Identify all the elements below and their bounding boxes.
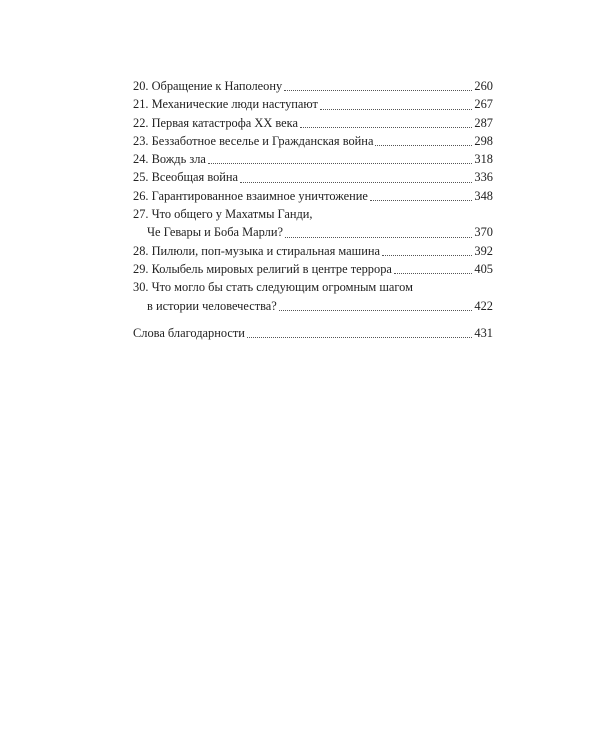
toc-entry-20: [133, 77, 493, 95]
dot-leader: [394, 273, 473, 274]
toc-entry-title: 21. Механические люди наступают: [133, 97, 318, 112]
toc-entry-page: 422: [474, 298, 493, 313]
toc-entry-22: [133, 114, 493, 132]
toc-entry-27-line1: 27. Что общего у Махатмы Ганди,: [133, 207, 313, 222]
toc-entry-25: [133, 168, 493, 186]
toc-entry-29: [133, 260, 493, 278]
toc-entry-23: [133, 132, 493, 150]
dot-leader: [285, 237, 472, 238]
toc-entry-page: 260: [474, 79, 493, 93]
dot-leader: [375, 145, 472, 146]
toc-entry-page: 287: [474, 115, 493, 130]
toc-entry-30: [133, 297, 493, 315]
dot-leader: [320, 109, 472, 110]
toc-entry-title: Че Гевары и Боба Марли?: [147, 225, 283, 240]
dot-leader: [284, 90, 472, 91]
dot-leader: [279, 310, 473, 311]
toc-entry-24: [133, 150, 493, 168]
toc-entry-title: 29. Колыбель мировых религий в центре террора: [133, 261, 392, 276]
toc-entry-page: 336: [474, 170, 493, 185]
toc-entry-page: 348: [474, 188, 493, 203]
toc-entry-page: 392: [474, 243, 493, 258]
toc-entry-title: 28. Пилюли, поп-музыка и стиральная машина: [133, 243, 380, 258]
toc-entry-27: [133, 223, 493, 241]
toc-entry-acknowledgements: [133, 324, 493, 342]
dot-leader: [370, 200, 473, 201]
dot-leader: [208, 163, 472, 164]
toc-entry-page: 405: [474, 261, 493, 276]
dot-leader: [240, 182, 472, 183]
toc-entry-title: 22. Первая катастрофа XX века: [133, 115, 298, 130]
toc-entry-page: 298: [474, 133, 493, 148]
dot-leader: [247, 337, 473, 338]
dot-leader: [300, 127, 472, 128]
toc-entry-title: 25. Всеобщая война: [133, 170, 239, 185]
toc-entry-title: 20. Обращение к Наполеону: [133, 79, 283, 93]
toc-entry-title: Слова благодарности: [133, 325, 245, 340]
toc-entry-page: 370: [474, 225, 493, 240]
dot-leader: [382, 255, 472, 256]
toc-entry-title: 23. Беззаботное веселье и Гражданская война: [133, 133, 374, 148]
toc-entry-page: 267: [474, 97, 493, 112]
toc-entry-28: [133, 242, 493, 260]
toc-entry-title: 24. Вождь зла: [133, 152, 206, 167]
toc-entry-page: 431: [474, 325, 493, 340]
toc-entry-21: [133, 95, 493, 113]
table-of-contents: [133, 77, 493, 342]
section-gap: [133, 315, 493, 324]
toc-entry-title: 26. Гарантированное взаимное уничтожение: [133, 188, 368, 203]
toc-entry-26: [133, 187, 493, 205]
toc-entry-30-line1: 30. Что могло бы стать следующим огромным шагом: [133, 280, 413, 295]
toc-entry-title: в истории человечества?: [147, 298, 277, 313]
toc-entry-page: 318: [474, 152, 493, 167]
